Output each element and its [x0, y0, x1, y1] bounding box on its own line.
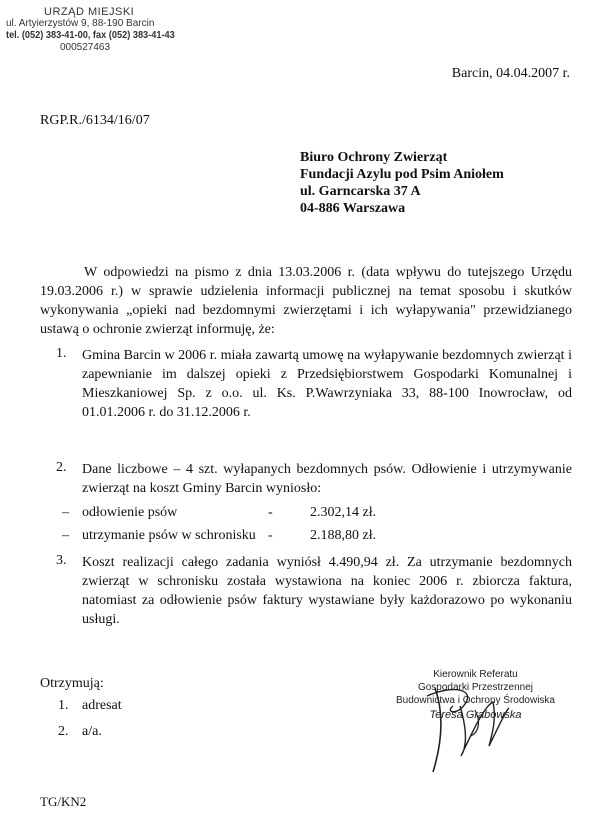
- signature-title-line: Budownictwa i Ochrony Środowiska: [396, 695, 555, 706]
- handwritten-signature: [405, 676, 525, 776]
- recipients-item-number: 2.: [58, 724, 69, 739]
- recipients-item-text: adresat: [82, 698, 122, 713]
- recipient-line: ul. Garncarska 37 A: [300, 184, 421, 199]
- cost-row: [62, 528, 482, 546]
- cost-row: [62, 505, 482, 523]
- list-item: [56, 460, 572, 498]
- list-item-text: Koszt realizacji całego zadania wyniósł 4.490,94 zł. Za utrzymanie bezdomnych zwierząt w schronisku została wystawiona na koniec 2006 r. zbiorcza faktura, natomiast za odłowienie psów faktury wystawiane były każdorazowo po wykonaniu usługi.: [82, 555, 572, 627]
- signatory-name: Teresa Grabowska: [429, 709, 522, 721]
- recipients-list-item: [58, 724, 102, 740]
- letter-date: Barcin, 04.04.2007 r.: [451, 66, 570, 81]
- stamp-regon: 000527463: [60, 42, 111, 53]
- recipients-item-number: 1.: [58, 698, 69, 713]
- list-item-text: Dane liczbowe – 4 szt. wyłapanych bezdomnych psów. Odłowienie i utrzymywanie zwierząt na koszt Gminy Barcin wyniosło:: [82, 462, 572, 496]
- recipient-line: Biuro Ochrony Zwierząt: [300, 150, 448, 165]
- list-item-text: Gmina Barcin w 2006 r. miała zawartą umowę na wyłapywanie bezdomnych zwierząt i zapewnianie im dalszej opieki z Przedsiębiorstwem Gospodarki Komunalnej i Mieszkaniowej Sp. z o.o. ul. Ks. P.Wawrzyniaka 33, 88-100 Inowrocław, od 01.01.2006 r. do 31.12.2006 r.: [82, 348, 572, 420]
- cost-value: 2.302,14 zł.: [310, 505, 377, 520]
- list-item-number: 1.: [56, 346, 67, 361]
- list-item: [56, 346, 572, 422]
- stamp-phone: tel. (052) 383-41-00, fax (052) 383-41-43: [6, 30, 175, 41]
- list-item: [56, 553, 572, 629]
- stamp-office: URZĄD MIEJSKI: [44, 6, 135, 18]
- stamp-address: ul. Artyierzystów 9, 88-190 Barcin: [6, 18, 155, 29]
- cost-label: odłowienie psów: [82, 505, 178, 520]
- cost-separator: -: [268, 505, 273, 520]
- cost-label: utrzymanie psów w schronisku: [82, 528, 256, 543]
- cost-dash: –: [62, 528, 69, 543]
- intro-paragraph: W odpowiedzi na pismo z dnia 13.03.2006 r. (data wpływu do tutejszego Urzędu 19.03.2006 r.) w sprawie udzielenia informacji publicznej na temat sposobu i skutków wykonywania „opieki nad bezdomnymi zwierzętami i ich wyłapywania" przewidzianego ustawą o ochronie zwierząt informuję, że:: [40, 265, 572, 337]
- recipient-address: [300, 149, 504, 217]
- signature-title-line: Kierownik Referatu: [433, 669, 518, 680]
- recipients-item-text: a/a.: [82, 724, 102, 739]
- list-item-number: 3.: [56, 553, 67, 568]
- recipient-line: Fundacji Azylu pod Psim Aniołem: [300, 167, 504, 182]
- signature-title-line: Gospodarki Przestrzennej: [417, 682, 534, 693]
- cost-value: 2.188,80 zł.: [310, 528, 377, 543]
- document-footer: TG/KN2: [40, 794, 87, 809]
- office-stamp: [6, 6, 181, 54]
- cost-dash: –: [62, 505, 69, 520]
- recipient-line: 04-886 Warszawa: [300, 201, 406, 216]
- recipients-list-item: [58, 698, 122, 714]
- list-item-number: 2.: [56, 460, 67, 475]
- cost-separator: -: [268, 528, 273, 543]
- reference-number: RGP.R./6134/16/07: [40, 113, 150, 128]
- recipients-heading: Otrzymują:: [40, 676, 104, 691]
